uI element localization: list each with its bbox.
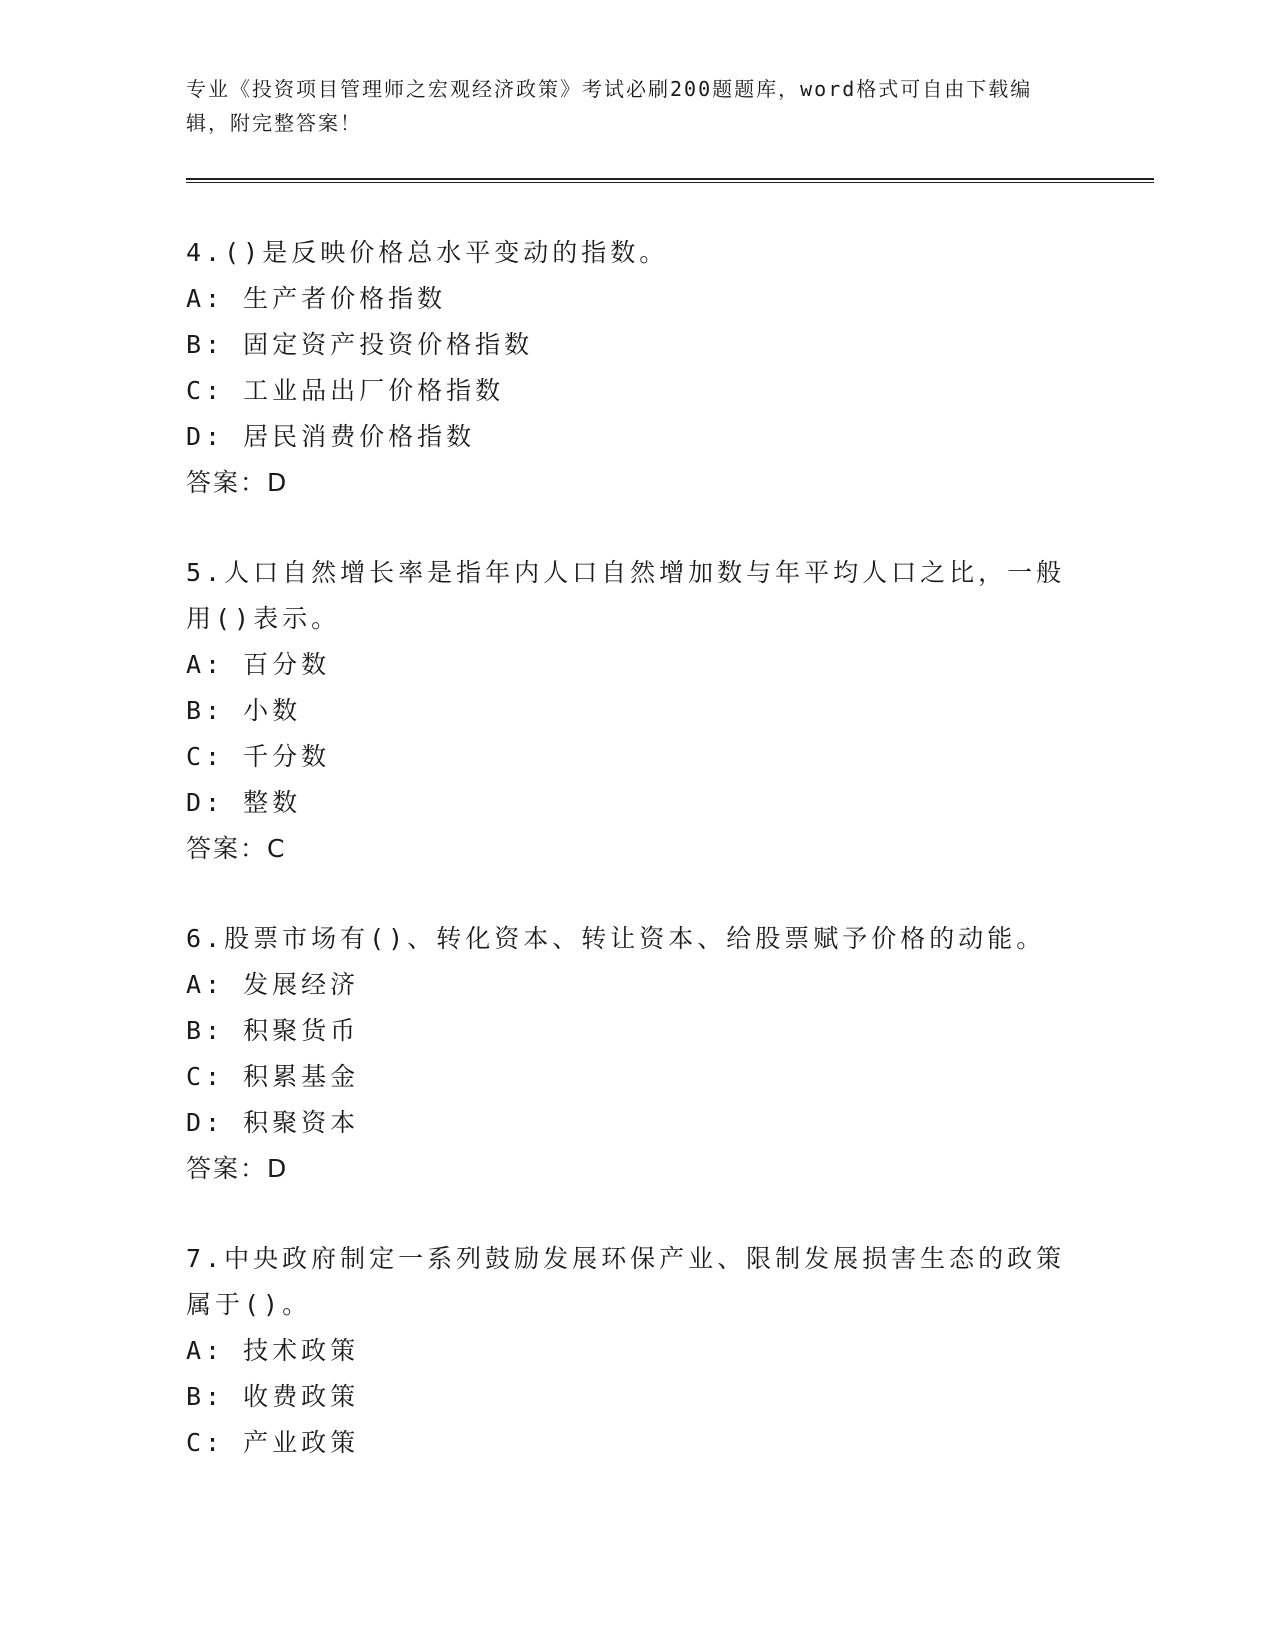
option-a: A: 技术政策	[186, 1336, 360, 1365]
answer: 答案：D	[186, 1154, 289, 1183]
option-b: B: 收费政策	[186, 1382, 360, 1411]
document-header: 专业《投资项目管理师之宏观经济政策》考试必刷200题题库，word格式可自由下载编辑，附完整答案！	[186, 77, 1033, 135]
option-c: C: 产业政策	[186, 1428, 360, 1457]
option-c: C: 工业品出厂价格指数	[186, 376, 505, 405]
question-stem: 6.股票市场有()、转化资本、转让资本、给股票赋予价格的动能。	[186, 924, 1046, 953]
answer: 答案：C	[186, 834, 287, 863]
option-b: B: 积聚货币	[186, 1016, 360, 1045]
option-a: A: 生产者价格指数	[186, 284, 447, 313]
question-stem: 4.()是反映价格总水平变动的指数。	[186, 238, 669, 267]
option-d: D: 居民消费价格指数	[186, 422, 476, 451]
option-b: B: 固定资产投资价格指数	[186, 330, 534, 359]
question-7	[186, 1236, 1066, 1466]
option-d: D: 积聚资本	[186, 1108, 360, 1137]
option-a: A: 百分数	[186, 650, 331, 679]
question-list	[186, 230, 1066, 1510]
question-4	[186, 230, 1066, 506]
option-d: D: 整数	[186, 788, 302, 817]
header-divider	[186, 178, 1154, 183]
question-stem: 5.人口自然增长率是指年内人口自然增加数与年平均人口之比，一般用()表示。	[186, 558, 1066, 633]
question-stem: 7.中央政府制定一系列鼓励发展环保产业、限制发展损害生态的政策属于()。	[186, 1244, 1066, 1319]
answer: 答案：D	[186, 468, 289, 497]
option-c: C: 积累基金	[186, 1062, 360, 1091]
option-b: B: 小数	[186, 696, 302, 725]
question-5	[186, 550, 1066, 872]
option-a: A: 发展经济	[186, 970, 360, 999]
option-c: C: 千分数	[186, 742, 331, 771]
question-6	[186, 916, 1066, 1192]
